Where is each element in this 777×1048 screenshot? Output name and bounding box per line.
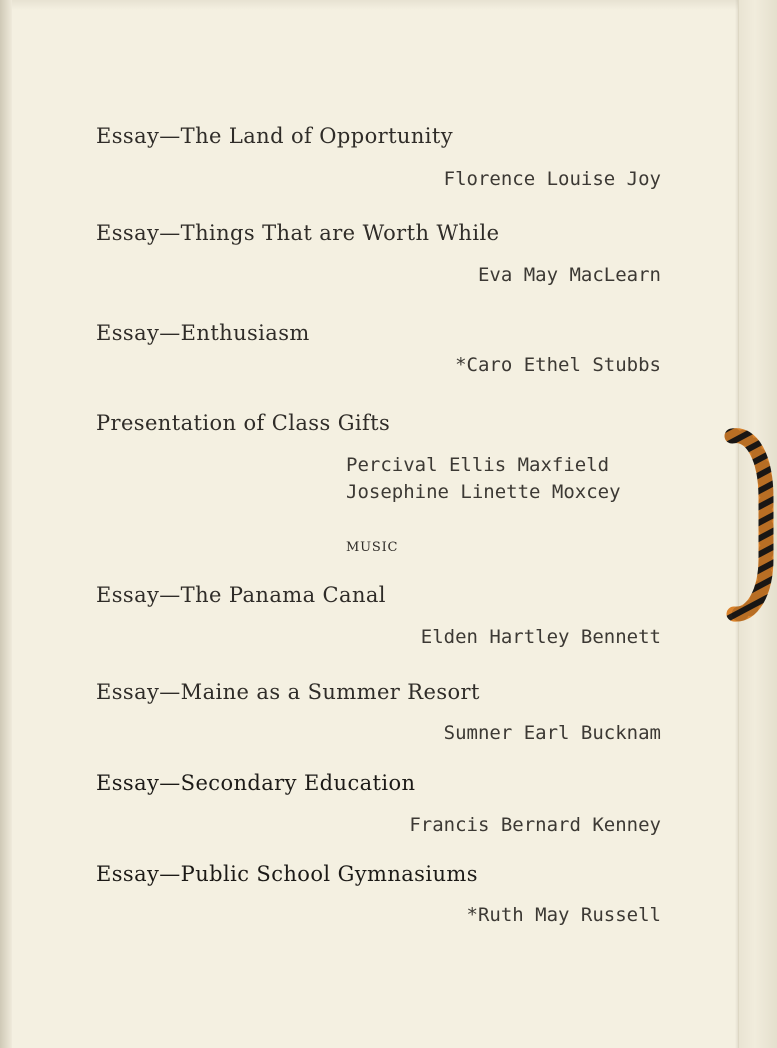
performer-elden-bennett: Elden Hartley Bennett (420, 626, 661, 648)
entry-title-secondary-education: Essay—Secondary Education (96, 771, 416, 795)
music-interlude: MUSIC (346, 540, 399, 555)
performer-eva-maclearn: Eva May MacLearn (477, 264, 661, 286)
performer-caro-stubbs: *Caro Ethel Stubbs (455, 354, 661, 376)
entry-title-maine-summer-resort: Essay—Maine as a Summer Resort (96, 680, 480, 704)
entry-title-land-of-opportunity: Essay—The Land of Opportunity (96, 124, 453, 148)
binding-cord-icon (722, 428, 776, 624)
performer-francis-kenney: Francis Bernard Kenney (409, 814, 661, 836)
performer-josephine-moxcey: Josephine Linette Moxcey (346, 481, 621, 503)
performer-sumner-bucknam: Sumner Earl Bucknam (443, 722, 661, 744)
performer-florence-joy: Florence Louise Joy (443, 168, 661, 190)
entry-title-enthusiasm: Essay—Enthusiasm (96, 321, 310, 345)
page-top-edge (0, 0, 777, 10)
performer-ruth-russell: *Ruth May Russell (466, 904, 661, 926)
entry-title-panama-canal: Essay—The Panama Canal (96, 583, 386, 607)
performer-percival-maxfield: Percival Ellis Maxfield (346, 454, 610, 476)
page-left-edge (0, 0, 12, 1048)
entry-title-public-school-gymnasiums: Essay—Public School Gymnasiums (96, 862, 478, 886)
entry-title-things-worth-while: Essay—Things That are Worth While (96, 221, 500, 245)
entry-title-class-gifts: Presentation of Class Gifts (96, 411, 391, 435)
